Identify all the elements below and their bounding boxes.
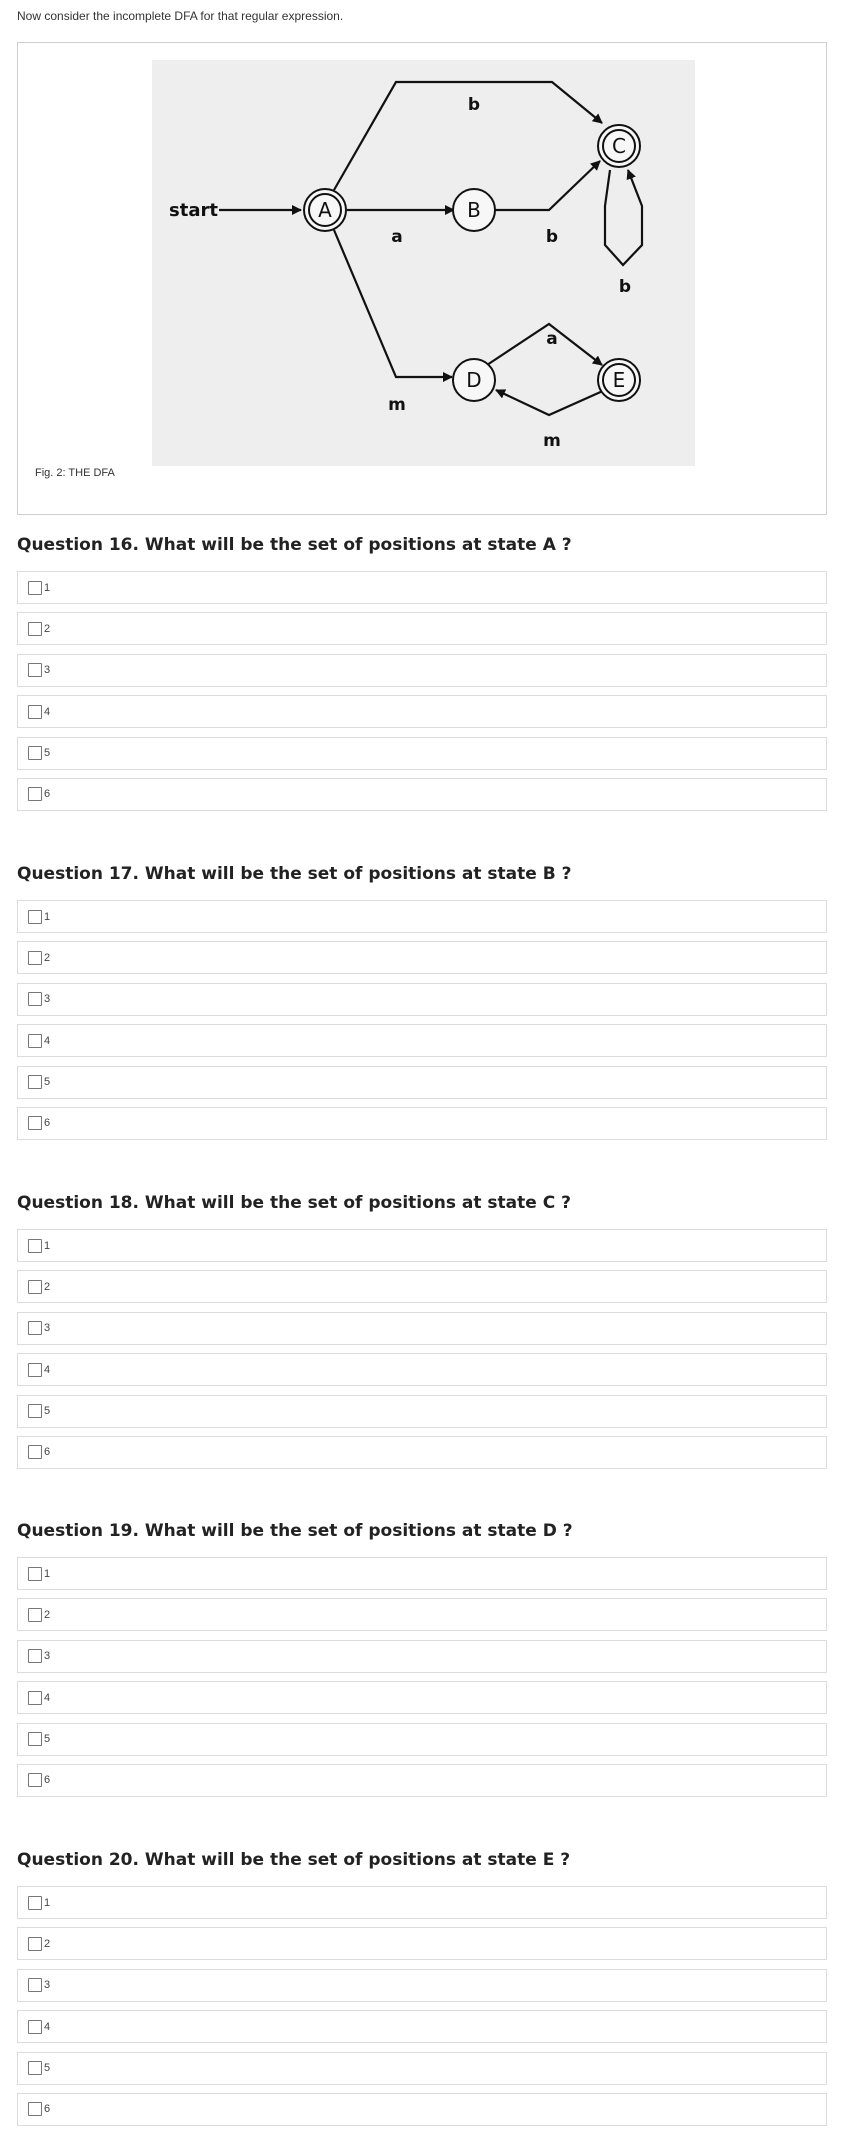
option-label: 1 xyxy=(44,581,51,594)
option-row[interactable] xyxy=(17,941,827,974)
checkbox[interactable] xyxy=(28,1445,42,1459)
checkbox[interactable] xyxy=(28,1404,42,1418)
options-list xyxy=(17,1229,827,1469)
checkbox[interactable] xyxy=(28,1116,42,1130)
checkbox[interactable] xyxy=(28,1280,42,1294)
option-label: 3 xyxy=(44,993,51,1006)
option-row[interactable] xyxy=(17,1395,827,1428)
option-label: 6 xyxy=(44,1446,51,1459)
question-16 xyxy=(17,532,827,819)
question-20 xyxy=(17,1847,827,2134)
edge-label-a-to-c: b xyxy=(467,95,481,115)
checkbox[interactable] xyxy=(28,1978,42,1992)
checkbox[interactable] xyxy=(28,910,42,924)
checkbox[interactable] xyxy=(28,581,42,595)
option-row[interactable] xyxy=(17,654,827,687)
option-label: 4 xyxy=(44,1691,51,1704)
checkbox[interactable] xyxy=(28,1732,42,1746)
edge-label-b-to-c: b xyxy=(545,227,559,247)
option-row[interactable] xyxy=(17,1681,827,1714)
option-label: 3 xyxy=(44,664,51,677)
option-row[interactable] xyxy=(17,1598,827,1631)
checkbox[interactable] xyxy=(28,1239,42,1253)
question-title: Question 20. What will be the set of positions at state E ? xyxy=(17,1850,571,1870)
checkbox[interactable] xyxy=(28,1937,42,1951)
option-label: 4 xyxy=(44,1034,51,1047)
checkbox[interactable] xyxy=(28,1773,42,1787)
checkbox[interactable] xyxy=(28,1075,42,1089)
checkbox[interactable] xyxy=(28,992,42,1006)
option-label: 4 xyxy=(44,705,51,718)
state-a-label: A xyxy=(318,198,332,222)
figure-box xyxy=(17,42,827,515)
option-label: 3 xyxy=(44,1979,51,1992)
option-row[interactable] xyxy=(17,2052,827,2085)
edge-label-a-to-d: m xyxy=(388,395,406,415)
dfa-diagram xyxy=(152,60,695,466)
option-label: 2 xyxy=(44,1608,51,1621)
question-title: Question 19. What will be the set of positions at state D ? xyxy=(17,1521,573,1541)
option-row[interactable] xyxy=(17,778,827,811)
checkbox[interactable] xyxy=(28,1608,42,1622)
option-label: 1 xyxy=(44,910,51,923)
option-row[interactable] xyxy=(17,1886,827,1919)
option-label: 5 xyxy=(44,747,51,760)
option-label: 3 xyxy=(44,1650,51,1663)
figure-caption: Fig. 2: THE DFA xyxy=(35,467,115,479)
option-row[interactable] xyxy=(17,1353,827,1386)
option-row[interactable] xyxy=(17,1270,827,1303)
options-list xyxy=(17,900,827,1140)
option-row[interactable] xyxy=(17,612,827,645)
option-label: 5 xyxy=(44,2062,51,2075)
option-row[interactable] xyxy=(17,983,827,1016)
option-label: 6 xyxy=(44,1774,51,1787)
option-row[interactable] xyxy=(17,1969,827,2002)
state-c-label: C xyxy=(612,134,626,158)
intro-text: Now consider the incomplete DFA for that regular expression. xyxy=(17,9,344,23)
option-label: 2 xyxy=(44,1280,51,1293)
checkbox[interactable] xyxy=(28,1034,42,1048)
checkbox[interactable] xyxy=(28,1363,42,1377)
option-row[interactable] xyxy=(17,2093,827,2126)
question-19 xyxy=(17,1518,827,1805)
option-label: 1 xyxy=(44,1239,51,1252)
option-label: 2 xyxy=(44,951,51,964)
checkbox[interactable] xyxy=(28,1649,42,1663)
question-17 xyxy=(17,861,827,1148)
option-label: 2 xyxy=(44,1937,51,1950)
options-list xyxy=(17,1557,827,1797)
question-title: Question 16. What will be the set of positions at state A ? xyxy=(17,535,572,555)
option-label: 2 xyxy=(44,622,51,635)
diagram-background xyxy=(152,60,695,466)
option-label: 4 xyxy=(44,2020,51,2033)
option-row[interactable] xyxy=(17,1024,827,1057)
option-row[interactable] xyxy=(17,1557,827,1590)
edge-label-d-to-e: a xyxy=(546,329,558,349)
option-label: 5 xyxy=(44,1405,51,1418)
checkbox[interactable] xyxy=(28,705,42,719)
question-title: Question 18. What will be the set of positions at state C ? xyxy=(17,1193,571,1213)
edge-label-e-to-d: m xyxy=(543,431,561,451)
checkbox[interactable] xyxy=(28,2102,42,2116)
option-label: 5 xyxy=(44,1076,51,1089)
option-row[interactable] xyxy=(17,900,827,933)
option-row[interactable] xyxy=(17,1927,827,1960)
state-d-label: D xyxy=(466,368,482,392)
checkbox[interactable] xyxy=(28,1567,42,1581)
options-list xyxy=(17,571,827,811)
checkbox[interactable] xyxy=(28,787,42,801)
checkbox[interactable] xyxy=(28,1691,42,1705)
option-row[interactable] xyxy=(17,1640,827,1673)
option-label: 1 xyxy=(44,1567,51,1580)
checkbox[interactable] xyxy=(28,951,42,965)
option-label: 6 xyxy=(44,2103,51,2116)
options-list xyxy=(17,1886,827,2126)
state-b-label: B xyxy=(467,198,481,222)
option-row[interactable] xyxy=(17,1066,827,1099)
option-row[interactable] xyxy=(17,1312,827,1345)
checkbox[interactable] xyxy=(28,2020,42,2034)
start-label: start xyxy=(169,200,218,221)
edge-label-a-to-b: a xyxy=(391,227,403,247)
option-row[interactable] xyxy=(17,1107,827,1140)
option-row[interactable] xyxy=(17,1229,827,1262)
option-row[interactable] xyxy=(17,1764,827,1797)
option-row[interactable] xyxy=(17,1436,827,1469)
checkbox[interactable] xyxy=(28,1896,42,1910)
question-title: Question 17. What will be the set of positions at state B ? xyxy=(17,864,572,884)
option-label: 3 xyxy=(44,1322,51,1335)
option-label: 1 xyxy=(44,1896,51,1909)
option-label: 5 xyxy=(44,1733,51,1746)
question-18 xyxy=(17,1190,827,1477)
edge-label-c-loop: b xyxy=(618,277,632,297)
option-row[interactable] xyxy=(17,737,827,770)
checkbox[interactable] xyxy=(28,663,42,677)
checkbox[interactable] xyxy=(28,622,42,636)
option-row[interactable] xyxy=(17,695,827,728)
checkbox[interactable] xyxy=(28,1321,42,1335)
option-row[interactable] xyxy=(17,1723,827,1756)
checkbox[interactable] xyxy=(28,2061,42,2075)
option-row[interactable] xyxy=(17,2010,827,2043)
option-label: 6 xyxy=(44,788,51,801)
state-e-label: E xyxy=(612,368,626,392)
checkbox[interactable] xyxy=(28,746,42,760)
option-label: 4 xyxy=(44,1363,51,1376)
option-label: 6 xyxy=(44,1117,51,1130)
option-row[interactable] xyxy=(17,571,827,604)
